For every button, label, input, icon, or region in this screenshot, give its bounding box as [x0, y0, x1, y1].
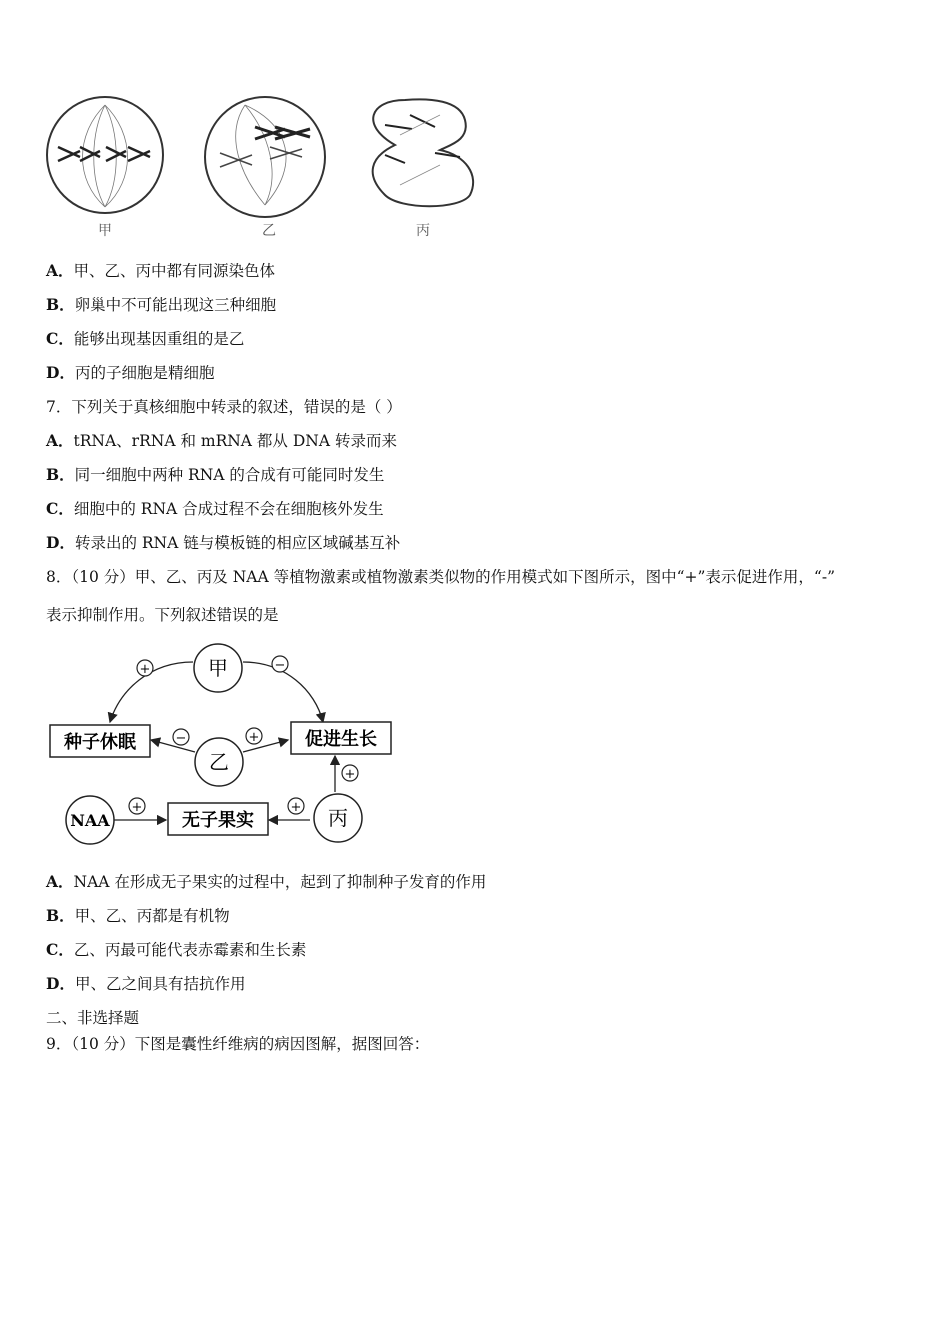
svg-text:NAA: NAA	[70, 811, 110, 830]
circle-bing	[314, 794, 362, 842]
svg-text:−: −	[175, 731, 187, 746]
q8-stem-line2: 表示抑制作用。下列叙述错误的是	[46, 606, 279, 624]
q8-option-d: D．甲、乙之间具有拮抗作用	[46, 974, 246, 993]
svg-text:+: +	[131, 800, 143, 815]
sign-plus-yi-growth	[246, 728, 262, 745]
svg-text:−: −	[274, 658, 286, 673]
q8-option-b: B．甲、乙、丙都是有机物	[46, 906, 230, 925]
q6-option-d: D．丙的子细胞是精细胞	[46, 363, 215, 382]
q9-stem: 9．（10 分）下图是囊性纤维病的病因图解，据图回答：	[46, 1035, 430, 1053]
sign-plus-naa-fruit	[129, 798, 145, 815]
circle-naa	[66, 796, 114, 844]
q6-option-c: C．能够出现基因重组的是乙	[46, 329, 245, 348]
svg-text:+: +	[139, 662, 151, 677]
cell-bing	[373, 99, 473, 206]
q7-option-b: B．同一细胞中两种 RNA 的合成有可能同时发生	[46, 465, 385, 484]
svg-text:乙: 乙	[209, 750, 229, 774]
caption-jia: 甲	[98, 223, 112, 239]
q6-option-b: B．卵巢中不可能出现这三种细胞	[46, 295, 277, 314]
hormone-diagram	[45, 640, 405, 855]
q7-option-a: A．tRNA、rRNA 和 mRNA 都从 DNA 转录而来	[46, 431, 397, 450]
circle-yi	[195, 738, 243, 786]
svg-text:+: +	[290, 800, 302, 815]
sign-minus-jia-growth	[272, 656, 288, 673]
svg-text:种子休眠: 种子休眠	[64, 732, 136, 753]
cell-division-figure	[40, 95, 480, 245]
svg-text:无子果实: 无子果实	[182, 810, 254, 831]
sign-plus-jia-dormancy	[137, 660, 153, 677]
section2-heading: 二、非选择题	[46, 1009, 140, 1027]
q7-stem: 7．下列关于真核细胞中转录的叙述，错误的是（ ）	[46, 398, 402, 416]
q7-option-c: C．细胞中的 RNA 合成过程不会在细胞核外发生	[46, 499, 384, 518]
svg-text:甲: 甲	[208, 656, 228, 680]
svg-text:+: +	[248, 730, 260, 745]
caption-yi: 乙	[262, 223, 276, 239]
sign-plus-bing-fruit	[288, 798, 304, 815]
sign-plus-bing-growth	[342, 765, 358, 782]
box-promote-growth	[291, 722, 391, 754]
q8-stem-line1: 8．（10 分）甲、乙、丙及 NAA 等植物激素或植物激素类似物的作用模式如下图所示，图中“+”表示促进作用，“-”	[46, 568, 835, 586]
q8-option-a: A．NAA 在形成无子果实的过程中，起到了抑制种子发育的作用	[46, 872, 487, 891]
q7-option-d: D．转录出的 RNA 链与模板链的相应区域碱基互补	[46, 533, 401, 552]
svg-text:+: +	[344, 767, 356, 782]
cell-jia	[47, 97, 163, 213]
q6-option-a: A．甲、乙、丙中都有同源染色体	[46, 261, 276, 280]
sign-minus-yi-dormancy	[173, 729, 189, 746]
svg-text:丙: 丙	[328, 806, 348, 830]
svg-text:促进生长: 促进生长	[305, 729, 377, 750]
box-seedless-fruit	[168, 803, 268, 835]
circle-jia	[194, 644, 242, 692]
caption-bing: 丙	[416, 223, 430, 239]
q8-option-c: C．乙、丙最可能代表赤霉素和生长素	[46, 940, 307, 959]
box-seed-dormancy	[50, 725, 150, 757]
cell-yi	[205, 97, 325, 217]
